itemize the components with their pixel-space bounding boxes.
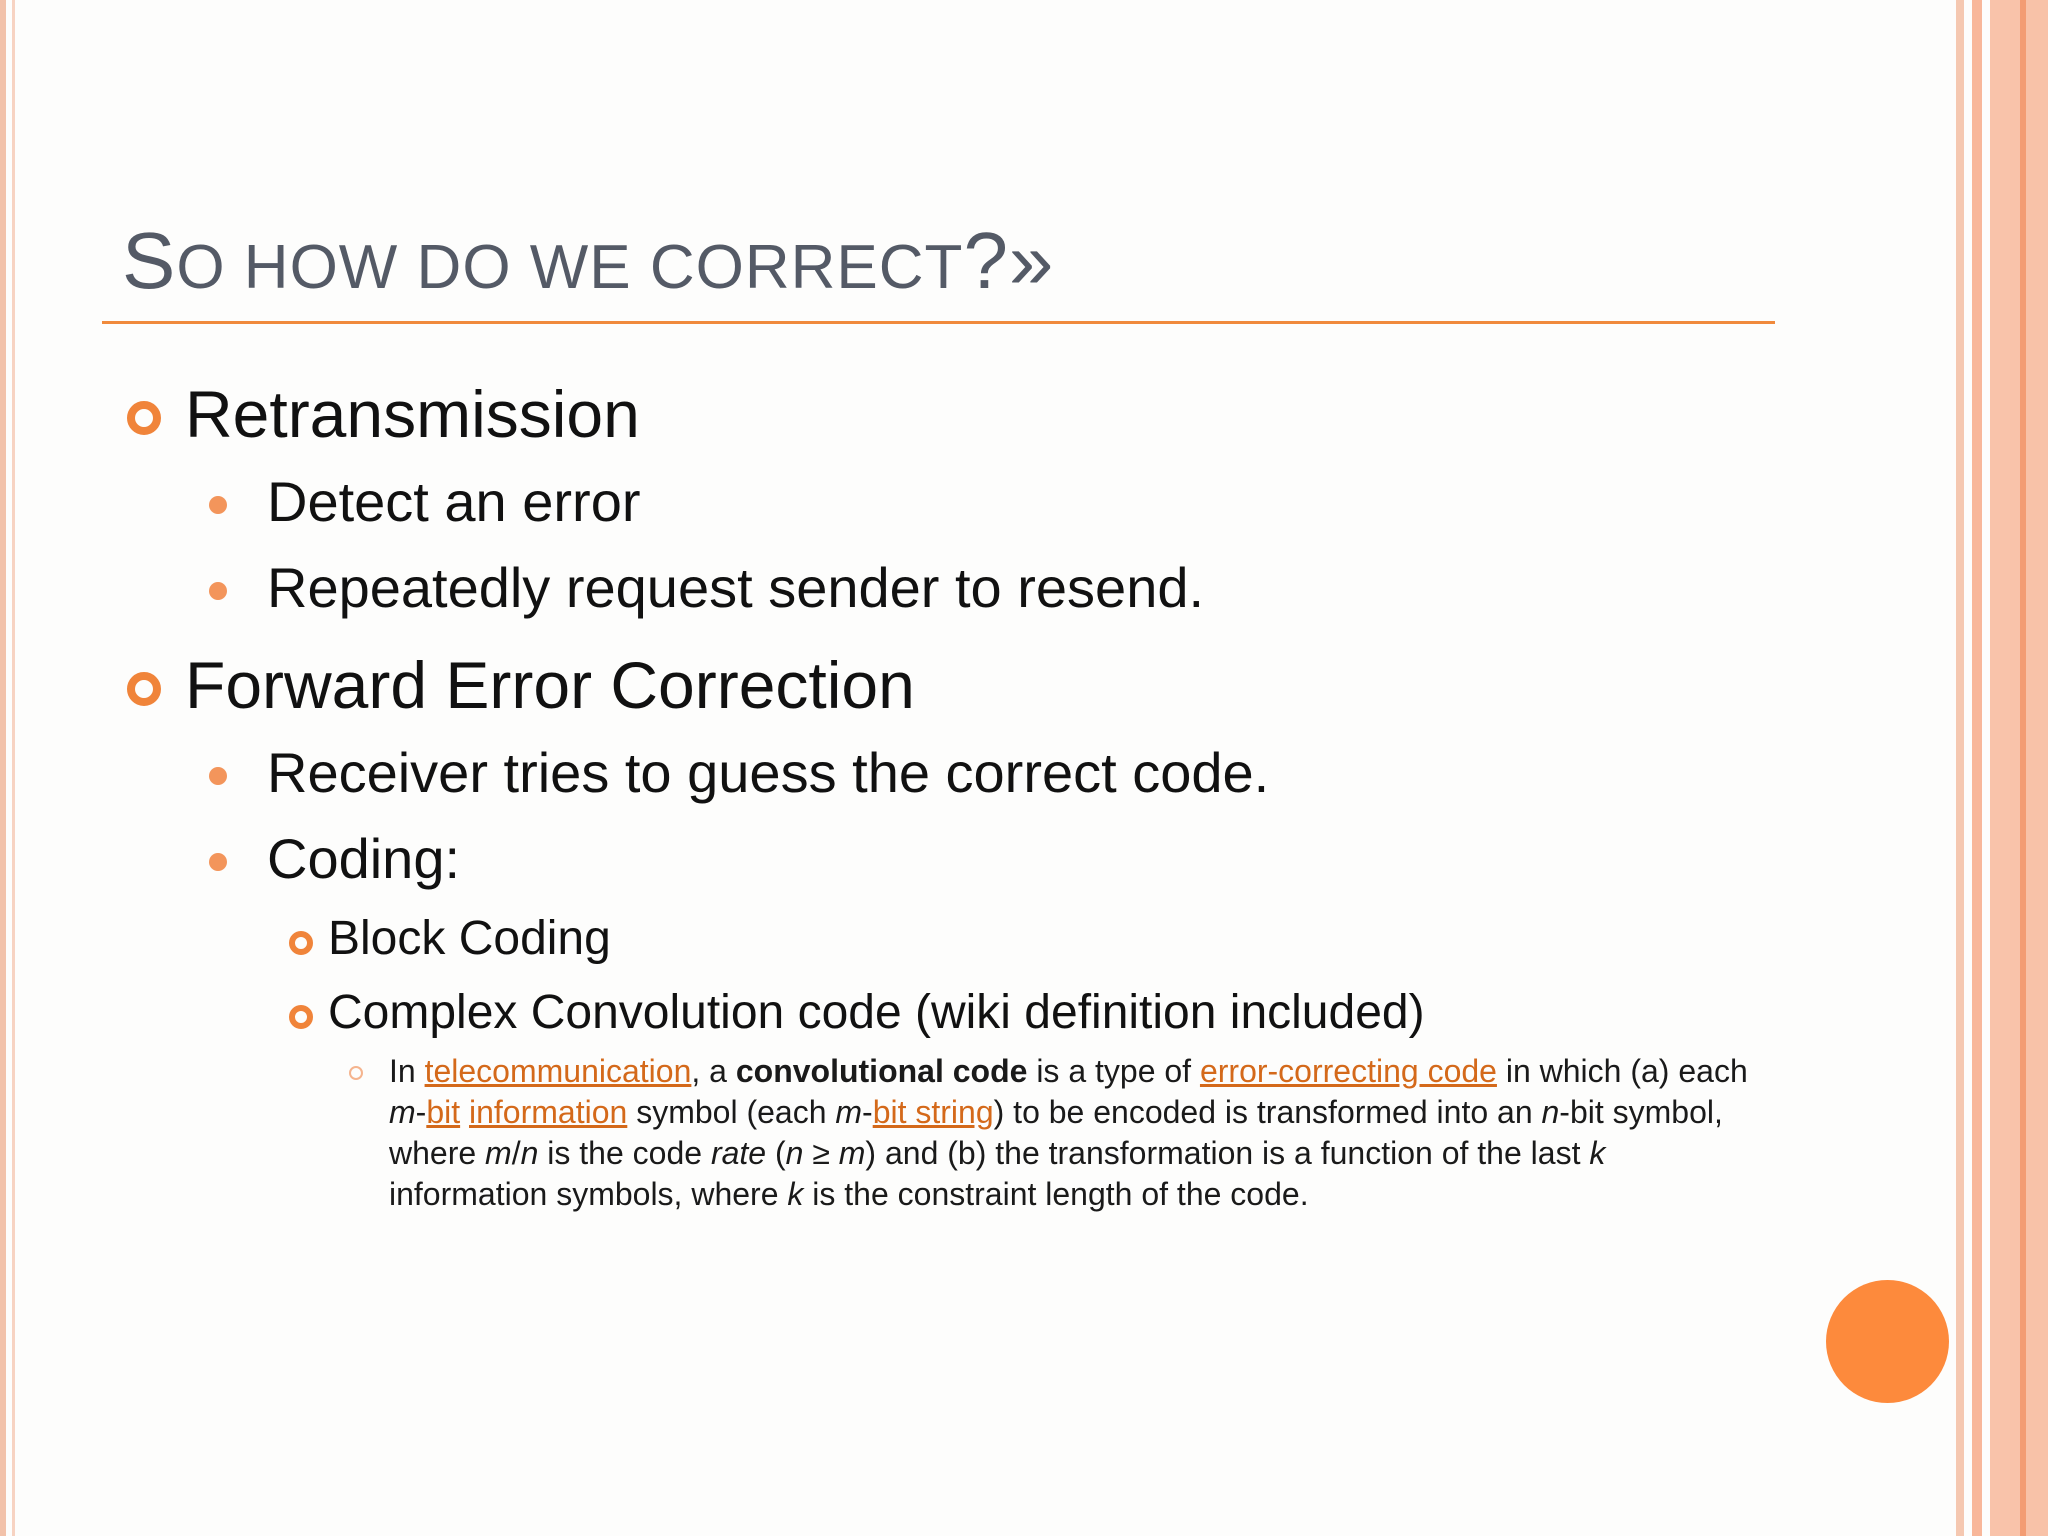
link-bit[interactable]: bit (426, 1094, 461, 1130)
link-information[interactable]: information (469, 1094, 628, 1130)
dot-bullet-icon (209, 582, 227, 600)
bullet-retransmission: Retransmission (185, 377, 640, 451)
bullet-receiver-guess: Receiver tries to guess the correct code. (267, 741, 1270, 804)
link-error-correcting-code[interactable]: error-correcting code (1199, 1053, 1497, 1089)
link-bit-string[interactable]: bit string (872, 1094, 994, 1130)
left-border-stripe (0, 0, 6, 1536)
link-telecommunication[interactable]: telecommunication (424, 1053, 692, 1089)
ring-bullet-icon (127, 401, 161, 435)
right-border-stripe (1990, 0, 2020, 1536)
title-underline (102, 321, 1775, 324)
bullet-forward-error-correction: Forward Error Correction (185, 648, 915, 722)
right-border-stripe (1956, 0, 1964, 1536)
bullet-block-coding: Block Coding (328, 912, 611, 965)
ring-bullet-icon (127, 672, 161, 706)
decorative-orange-circle (1826, 1280, 1949, 1403)
right-border-stripe (1972, 0, 1982, 1536)
bullet-convolution-code: Complex Convolution code (wiki definition included) (328, 986, 1425, 1039)
left-border-stripe-thin (12, 0, 15, 1536)
small-ring-bullet-icon (349, 1066, 363, 1080)
dot-bullet-icon (209, 496, 227, 514)
dot-bullet-icon (209, 767, 227, 785)
bullet-request-resend: Repeatedly request sender to resend. (267, 556, 1205, 619)
dot-bullet-icon (209, 853, 227, 871)
bullet-coding: Coding: (267, 827, 461, 890)
bullet-detect-error: Detect an error (267, 470, 641, 533)
ring-bullet-icon (289, 1005, 313, 1029)
wiki-definition: In telecommunication, a convolutional code is a type of error-correcting code in which (a) each m-bit information symbol (each m-bit string) to be encoded is transformed into an n-bit symbol, where m/n is the code rate (n ≥ m) and (b) the transformation is a function of the last k information symbols, where k is the constraint length of the code. (389, 1053, 1748, 1212)
right-border-stripe (2026, 0, 2048, 1536)
slide-title: SO HOW DO WE CORRECT?» (122, 216, 1055, 305)
ring-bullet-icon (289, 931, 313, 955)
